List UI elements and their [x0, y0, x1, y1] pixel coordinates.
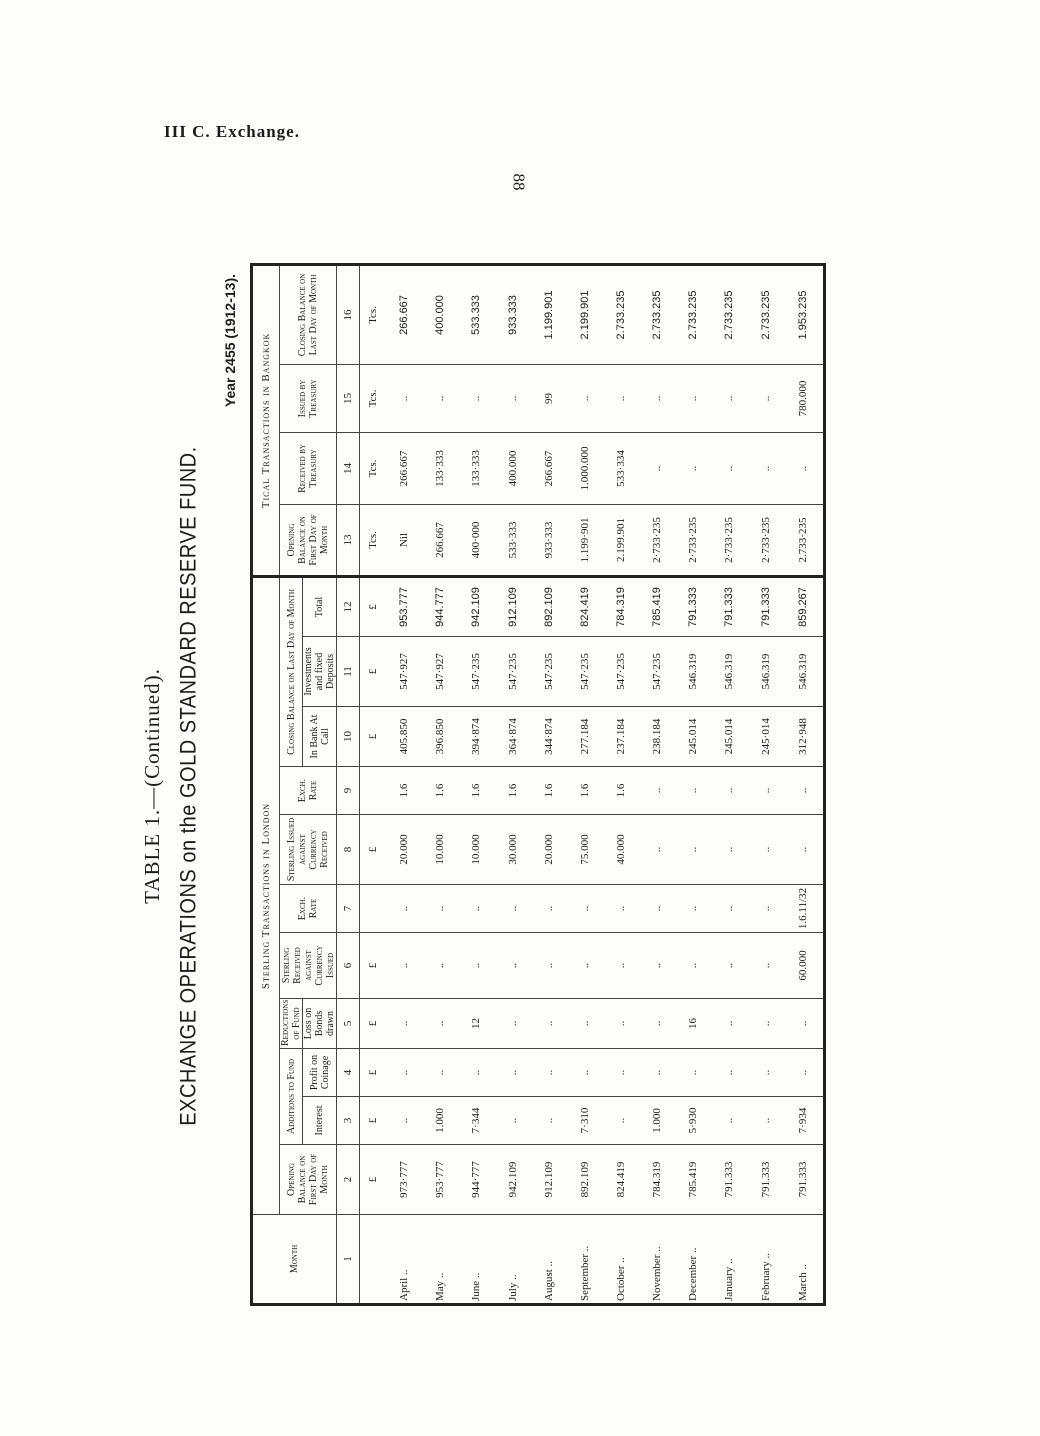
cell-col-3: ..	[494, 1097, 530, 1145]
cell-col-8: 20.000	[531, 815, 567, 885]
cell-col-4: ..	[567, 1049, 603, 1097]
cell-col-9: 1.6	[603, 767, 639, 815]
cell-col-8: 40.000	[603, 815, 639, 885]
cell-col-13: 400·000	[458, 504, 494, 576]
cell-col-9: ..	[784, 767, 825, 815]
column-number-col-16: 16	[337, 264, 360, 364]
cell-col-16: 2.733.235	[748, 264, 784, 364]
cell-col-2: 944·777	[458, 1145, 494, 1215]
cell-col-10: 237.184	[603, 707, 639, 767]
column-number-col-6: 6	[337, 933, 360, 999]
cell-col-10: 238.184	[639, 707, 675, 767]
cell-col-6: ..	[748, 933, 784, 999]
cell-col-13: Nil	[386, 504, 422, 576]
cell-col-15: ..	[711, 364, 747, 432]
cell-col-12: 953.777	[386, 576, 422, 636]
cell-col-14: 266.667	[386, 432, 422, 504]
cell-col-12: 912.109	[494, 576, 530, 636]
cell-col-4: ..	[531, 1049, 567, 1097]
cell-col-7: ..	[603, 885, 639, 933]
cell-col-7: ..	[531, 885, 567, 933]
cell-col-5: ..	[494, 999, 530, 1049]
cell-col-3: 1.000	[639, 1097, 675, 1145]
column-number-col-12: 12	[337, 576, 360, 636]
cell-col-7: ..	[675, 885, 711, 933]
column-number-col-1: 1	[337, 1215, 360, 1305]
cell-col-5: ..	[639, 999, 675, 1049]
cell-col-11: 546.319	[784, 637, 825, 707]
cell-col-16: 2.733.235	[675, 264, 711, 364]
column-number-col-7: 7	[337, 885, 360, 933]
cell-col-11: 547·927	[386, 637, 422, 707]
cell-col-10: 364·874	[494, 707, 530, 767]
cell-col-6: ..	[711, 933, 747, 999]
header-exch-rate-7: Exch. Rate	[280, 885, 337, 933]
cell-col-4: ..	[675, 1049, 711, 1097]
group-bangkok: Tical Transactions in Bangkok	[252, 264, 280, 576]
cell-col-5: ..	[422, 999, 458, 1049]
cell-col-3: ..	[748, 1097, 784, 1145]
table-subtitle: EXCHANGE OPERATIONS on the GOLD STANDARD RESERVE FUND.	[176, 446, 202, 1126]
cell-col-15: ..	[748, 364, 784, 432]
cell-col-6: ..	[567, 933, 603, 999]
cell-col-11: 547·235	[494, 637, 530, 707]
cell-col-4: ..	[494, 1049, 530, 1097]
cell-col-8: ..	[639, 815, 675, 885]
cell-col-8: ..	[675, 815, 711, 885]
cell-col-5: 16	[675, 999, 711, 1049]
cell-col-12: 791.333	[748, 576, 784, 636]
cell-col-7: ..	[748, 885, 784, 933]
cell-col-3: 1.000	[422, 1097, 458, 1145]
cell-col-13: 266.667	[422, 504, 458, 576]
cell-col-15: 780.000	[784, 364, 825, 432]
column-number-col-4: 4	[337, 1049, 360, 1097]
header-in-bank: In Bank At Call	[303, 707, 337, 767]
cell-col-12: 785.419	[639, 576, 675, 636]
cell-col-2: 953·777	[422, 1145, 458, 1215]
column-number-col-14: 14	[337, 432, 360, 504]
cell-col-3: 7·310	[567, 1097, 603, 1145]
cell-col-3: ..	[531, 1097, 567, 1145]
cell-col-6: ..	[603, 933, 639, 999]
cell-col-14: ..	[639, 432, 675, 504]
rotated-table-sheet	[140, 266, 810, 1306]
unit-col-7	[360, 885, 387, 933]
cell-col-11: 547·235	[639, 637, 675, 707]
cell-col-11: 546.319	[748, 637, 784, 707]
cell-col-1: March ..	[784, 1215, 825, 1305]
cell-col-2: 784.319	[639, 1145, 675, 1215]
cell-col-6: ..	[386, 933, 422, 999]
cell-col-1: June ..	[458, 1215, 494, 1305]
cell-col-6: ..	[494, 933, 530, 999]
column-number-col-9: 9	[337, 767, 360, 815]
cell-col-5: ..	[711, 999, 747, 1049]
header-sterling-received: Sterling Received against Currency Issued	[280, 933, 337, 999]
cell-col-4: ..	[422, 1049, 458, 1097]
cell-col-4: ..	[748, 1049, 784, 1097]
cell-col-1: November ..	[639, 1215, 675, 1305]
cell-col-11: 547·235	[531, 637, 567, 707]
cell-col-10: 394·874	[458, 707, 494, 767]
cell-col-6: ..	[422, 933, 458, 999]
cell-col-10: 405.850	[386, 707, 422, 767]
cell-col-10: 396.850	[422, 707, 458, 767]
unit-col-8: £	[360, 815, 387, 885]
cell-col-15: ..	[603, 364, 639, 432]
unit-col-11: £	[360, 637, 387, 707]
table-row	[603, 264, 639, 1304]
column-number-col-5: 5	[337, 999, 360, 1049]
page-number: 88	[509, 173, 529, 191]
unit-col-3: £	[360, 1097, 387, 1145]
cell-col-16: 266.667	[386, 264, 422, 364]
cell-col-14: ..	[675, 432, 711, 504]
header-closing-bangkok: Closing Balance on Last Day of Month	[280, 264, 337, 364]
cell-col-11: 547·927	[422, 637, 458, 707]
cell-col-5: ..	[784, 999, 825, 1049]
cell-col-2: 912.109	[531, 1145, 567, 1215]
cell-col-11: 547·235	[458, 637, 494, 707]
group-london: Sterling Transactions in London	[252, 576, 280, 1214]
cell-col-13: 2·733·235	[748, 504, 784, 576]
year-label: Year 2455 (1912-13).	[222, 274, 238, 408]
cell-col-10: 312·948	[784, 707, 825, 767]
cell-col-9: 1.6	[531, 767, 567, 815]
cell-col-10: 245·014	[748, 707, 784, 767]
cell-col-15: ..	[422, 364, 458, 432]
cell-col-14: 1.000.000	[567, 432, 603, 504]
cell-col-3: ..	[603, 1097, 639, 1145]
cell-col-16: 1.199.901	[531, 264, 567, 364]
cell-col-5: 12	[458, 999, 494, 1049]
column-number-col-10: 10	[337, 707, 360, 767]
cell-col-13: 2·733·235	[639, 504, 675, 576]
cell-col-7: ..	[711, 885, 747, 933]
exchange-operations-table	[250, 263, 826, 1306]
cell-col-12: 892.109	[531, 576, 567, 636]
cell-col-4: ..	[386, 1049, 422, 1097]
cell-col-14: ..	[784, 432, 825, 504]
column-number-col-3: 3	[337, 1097, 360, 1145]
cell-col-16: 400.000	[422, 264, 458, 364]
cell-col-11: 546.319	[675, 637, 711, 707]
cell-col-10: 245.014	[711, 707, 747, 767]
cell-col-6: 60.000	[784, 933, 825, 999]
table-row	[711, 264, 747, 1304]
cell-col-7: ..	[422, 885, 458, 933]
cell-col-6: ..	[458, 933, 494, 999]
cell-col-3: ..	[386, 1097, 422, 1145]
header-exch-rate-9: Exch. Rate	[280, 767, 337, 815]
cell-col-8: 30.000	[494, 815, 530, 885]
cell-col-10: 277.184	[567, 707, 603, 767]
section-header: III C. Exchange.	[164, 122, 300, 141]
cell-col-9: ..	[675, 767, 711, 815]
cell-col-15: ..	[494, 364, 530, 432]
column-number-col-13: 13	[337, 504, 360, 576]
group-closing-london: Closing Balance on Last Day of Month	[280, 576, 303, 766]
cell-col-16: 2.733.235	[603, 264, 639, 364]
cell-col-8: 20.000	[386, 815, 422, 885]
column-number-col-11: 11	[337, 637, 360, 707]
cell-col-1: April ..	[386, 1215, 422, 1305]
cell-col-8: ..	[784, 815, 825, 885]
cell-col-11: 546.319	[711, 637, 747, 707]
cell-col-3: 5·930	[675, 1097, 711, 1145]
unit-col-1	[360, 1215, 387, 1305]
table-row	[675, 264, 711, 1304]
cell-col-13: 2.199.901	[603, 504, 639, 576]
table-row	[494, 264, 530, 1304]
group-reductions: Reductions of Fund	[280, 999, 303, 1049]
header-interest: Interest	[303, 1097, 337, 1145]
cell-col-2: 791.333	[711, 1145, 747, 1215]
cell-col-2: 892.109	[567, 1145, 603, 1215]
cell-col-5: ..	[748, 999, 784, 1049]
cell-col-4: ..	[711, 1049, 747, 1097]
cell-col-9: ..	[748, 767, 784, 815]
cell-col-12: 791.333	[675, 576, 711, 636]
table-body	[337, 264, 825, 1304]
cell-col-14: 133·333	[422, 432, 458, 504]
unit-col-15: Tcs.	[360, 364, 387, 432]
cell-col-10: 344·874	[531, 707, 567, 767]
cell-col-16: 2.733.235	[639, 264, 675, 364]
unit-col-5: £	[360, 999, 387, 1049]
cell-col-12: 824.419	[567, 576, 603, 636]
cell-col-12: 791.333	[711, 576, 747, 636]
unit-col-6: £	[360, 933, 387, 999]
cell-col-15: 99	[531, 364, 567, 432]
cell-col-16: 1.953.235	[784, 264, 825, 364]
cell-col-14: 400.000	[494, 432, 530, 504]
cell-col-1: July ..	[494, 1215, 530, 1305]
cell-col-12: 944.777	[422, 576, 458, 636]
table-row	[784, 264, 825, 1304]
header-loss: Loss on Bonds drawn	[303, 999, 337, 1049]
header-month: Month	[252, 1215, 337, 1305]
unit-col-14: Tcs.	[360, 432, 387, 504]
cell-col-9: 1.6	[567, 767, 603, 815]
unit-col-10: £	[360, 707, 387, 767]
cell-col-5: ..	[386, 999, 422, 1049]
cell-col-2: 973·777	[386, 1145, 422, 1215]
cell-col-16: 2.733.235	[711, 264, 747, 364]
cell-col-15: ..	[675, 364, 711, 432]
cell-col-2: 791.333	[784, 1145, 825, 1215]
group-additions: Additions to Fund	[280, 1049, 303, 1145]
table-row	[567, 264, 603, 1304]
cell-col-7: ..	[458, 885, 494, 933]
cell-col-9: ..	[711, 767, 747, 815]
column-number-col-2: 2	[337, 1145, 360, 1215]
unit-col-13: Tcs.	[360, 504, 387, 576]
cell-col-6: ..	[639, 933, 675, 999]
column-number-col-8: 8	[337, 815, 360, 885]
cell-col-13: 2·733·235	[711, 504, 747, 576]
cell-col-15: ..	[639, 364, 675, 432]
units-row	[360, 264, 387, 1304]
cell-col-12: 859.267	[784, 576, 825, 636]
cell-col-4: ..	[639, 1049, 675, 1097]
cell-col-11: 547·235	[567, 637, 603, 707]
cell-col-2: 791.333	[748, 1145, 784, 1215]
cell-col-15: ..	[458, 364, 494, 432]
cell-col-7: ..	[567, 885, 603, 933]
header-sterling-issued: Sterling Issued against Currency Received	[280, 815, 337, 885]
cell-col-12: 942.109	[458, 576, 494, 636]
cell-col-9: 1.6	[422, 767, 458, 815]
cell-col-16: 533.333	[458, 264, 494, 364]
cell-col-14: 266.667	[531, 432, 567, 504]
unit-col-16: Tcs.	[360, 264, 387, 364]
unit-col-9	[360, 767, 387, 815]
cell-col-1: October ..	[603, 1215, 639, 1305]
cell-col-12: 784.319	[603, 576, 639, 636]
cell-col-13: 933·333	[531, 504, 567, 576]
unit-col-2: £	[360, 1145, 387, 1215]
table-row	[458, 264, 494, 1304]
cell-col-4: ..	[784, 1049, 825, 1097]
cell-col-13: 1.199·901	[567, 504, 603, 576]
header-opening-balance: Opening Balance on First Day of Month	[280, 1145, 337, 1215]
cell-col-1: January ..	[711, 1215, 747, 1305]
table-title: TABLE 1.—(Continued).	[140, 668, 164, 904]
cell-col-7: 1.6.11/32	[784, 885, 825, 933]
cell-col-3: 7·344	[458, 1097, 494, 1145]
cell-col-1: May ..	[422, 1215, 458, 1305]
cell-col-7: ..	[386, 885, 422, 933]
cell-col-15: ..	[386, 364, 422, 432]
cell-col-14: 533·334	[603, 432, 639, 504]
cell-col-8: 10.000	[422, 815, 458, 885]
cell-col-2: 785.419	[675, 1145, 711, 1215]
cell-col-1: February ..	[748, 1215, 784, 1305]
cell-col-14: 133·333	[458, 432, 494, 504]
cell-col-14: ..	[711, 432, 747, 504]
cell-col-1: December ..	[675, 1215, 711, 1305]
header-tical-opening: Opening Balance on First Day of Month	[280, 504, 337, 576]
column-number-row	[337, 264, 360, 1304]
unit-col-12: £	[360, 576, 387, 636]
header-investments: Investments and fixed Deposits	[303, 637, 337, 707]
cell-col-1: September ..	[567, 1215, 603, 1305]
cell-col-15: ..	[567, 364, 603, 432]
cell-col-5: ..	[603, 999, 639, 1049]
table-row	[422, 264, 458, 1304]
cell-col-10: 245.014	[675, 707, 711, 767]
header-profit: Profit on Coinage	[303, 1049, 337, 1097]
cell-col-8: ..	[748, 815, 784, 885]
cell-col-4: ..	[458, 1049, 494, 1097]
header-total: Total	[303, 576, 337, 636]
cell-col-14: ..	[748, 432, 784, 504]
cell-col-9: ..	[639, 767, 675, 815]
table-row	[531, 264, 567, 1304]
header-received-treasury: Received by Treasury	[280, 432, 337, 504]
cell-col-9: 1.6	[458, 767, 494, 815]
cell-col-13: 2·733·235	[675, 504, 711, 576]
column-number-col-15: 15	[337, 364, 360, 432]
table-row	[639, 264, 675, 1304]
cell-col-8: 10.000	[458, 815, 494, 885]
table-heading	[140, 266, 250, 1306]
cell-col-1: August ..	[531, 1215, 567, 1305]
cell-col-3: 7·934	[784, 1097, 825, 1145]
cell-col-4: ..	[603, 1049, 639, 1097]
unit-col-4: £	[360, 1049, 387, 1097]
table-row	[748, 264, 784, 1304]
cell-col-8: 75.000	[567, 815, 603, 885]
cell-col-16: 2.199.901	[567, 264, 603, 364]
cell-col-8: ..	[711, 815, 747, 885]
cell-col-7: ..	[494, 885, 530, 933]
cell-col-16: 933.333	[494, 264, 530, 364]
cell-col-7: ..	[639, 885, 675, 933]
cell-col-2: 942.109	[494, 1145, 530, 1215]
cell-col-13: 533·333	[494, 504, 530, 576]
cell-col-9: 1.6	[494, 767, 530, 815]
table-row	[386, 264, 422, 1304]
cell-col-9: 1.6	[386, 767, 422, 815]
header-issued-treasury: Issued by Treasury	[280, 364, 337, 432]
cell-col-3: ..	[711, 1097, 747, 1145]
cell-col-2: 824.419	[603, 1145, 639, 1215]
cell-col-5: ..	[567, 999, 603, 1049]
cell-col-5: ..	[531, 999, 567, 1049]
cell-col-6: ..	[531, 933, 567, 999]
cell-col-11: 547·235	[603, 637, 639, 707]
cell-col-6: ..	[675, 933, 711, 999]
cell-col-13: 2.733·235	[784, 504, 825, 576]
